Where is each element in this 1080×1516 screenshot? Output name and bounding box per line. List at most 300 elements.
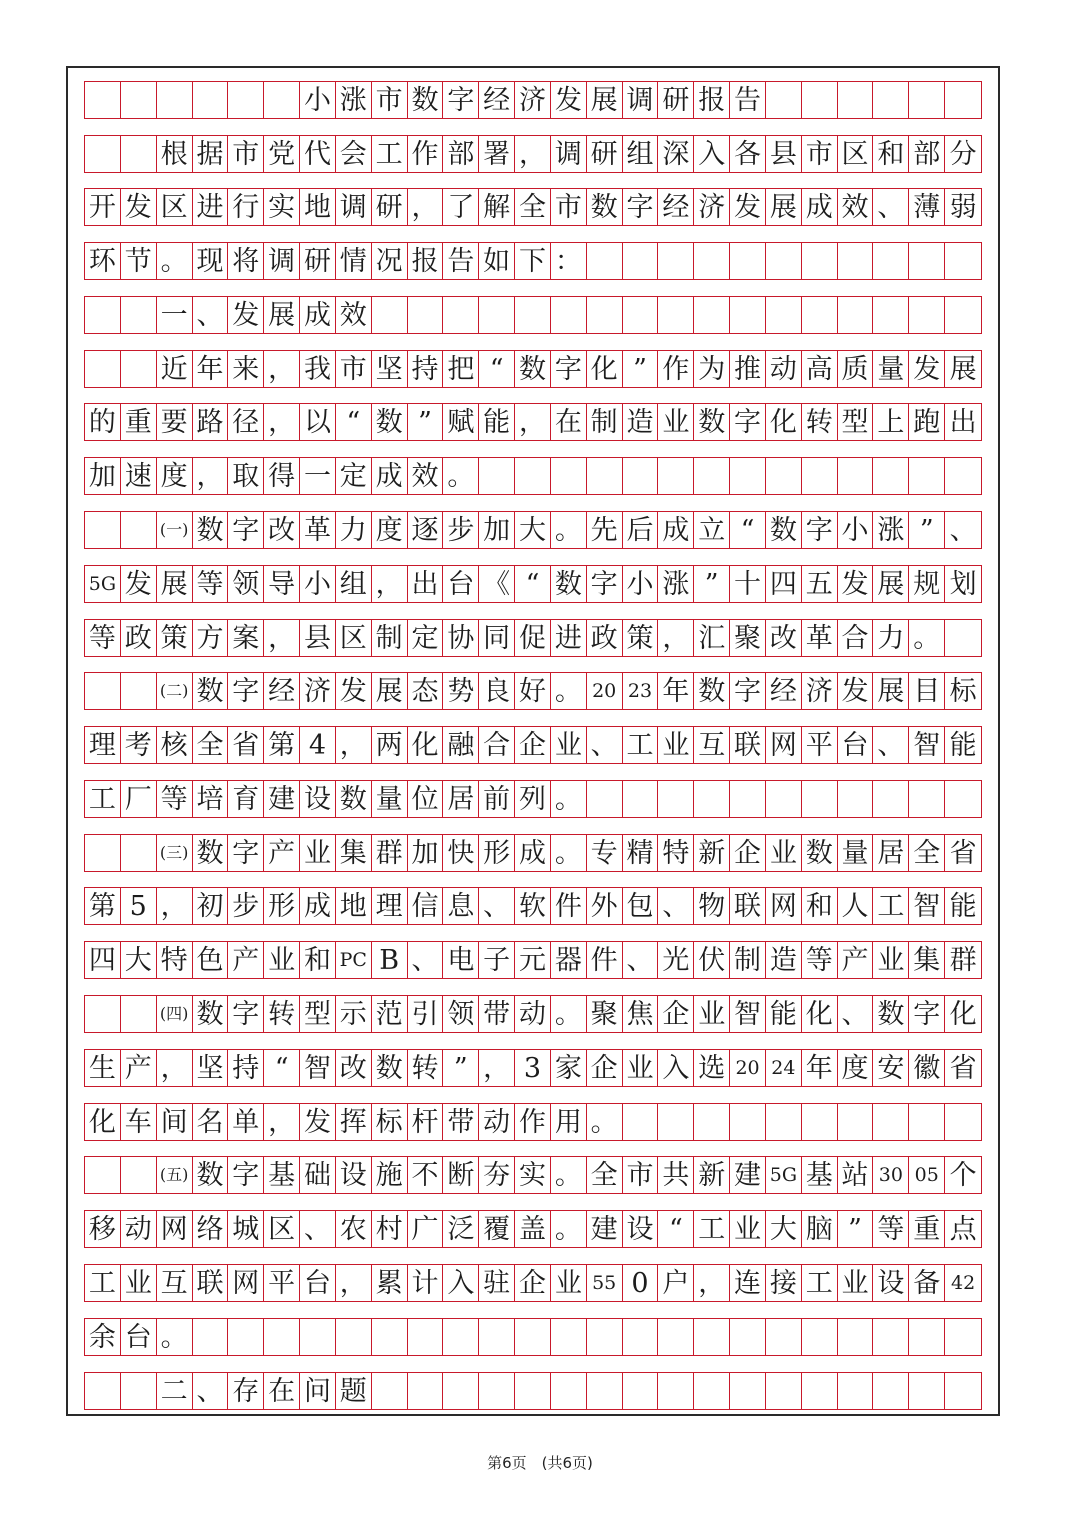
- grid-cell: [121, 673, 157, 709]
- grid-cell: ，: [264, 404, 300, 440]
- grid-cell: [264, 1319, 300, 1355]
- grid-cell: 县: [300, 620, 336, 656]
- grid-cell: 标: [949, 675, 977, 707]
- grid-cell: 数: [193, 1157, 229, 1193]
- grid-cell: 良: [479, 673, 515, 709]
- grid-cell: 网: [766, 727, 802, 763]
- grid-cell: 快: [443, 835, 479, 871]
- grid-cell: 字: [228, 673, 264, 709]
- grid-cell: 数: [551, 566, 587, 602]
- grid-cell: 入: [658, 1050, 694, 1086]
- grid-cell: 5G: [85, 566, 121, 602]
- grid-cell: “: [515, 566, 551, 602]
- grid-cell: 。: [551, 512, 587, 548]
- grid-cell: “: [264, 1050, 300, 1086]
- grid-cell: 。: [587, 1104, 623, 1140]
- grid-cell: 革: [802, 620, 838, 656]
- grid-cell: [408, 1373, 444, 1409]
- grid-cell: 融: [443, 727, 479, 763]
- grid-cell: [372, 1319, 408, 1355]
- grid-cell: (一): [157, 512, 193, 548]
- grid-cell: [694, 458, 730, 494]
- grid-cell: 字: [228, 512, 264, 548]
- grid-cell: 小: [623, 566, 659, 602]
- grid-cell: 四: [85, 942, 121, 978]
- grid-cell: [587, 1373, 623, 1409]
- grid-cell: ，: [372, 566, 408, 602]
- grid-cell: 定: [408, 620, 444, 656]
- grid-cell: [551, 458, 587, 494]
- grid-cell: 初: [193, 888, 229, 924]
- grid-cell: 研: [658, 82, 694, 118]
- grid-cell: 、: [587, 727, 623, 763]
- grid-cell: 题: [336, 1373, 372, 1409]
- grid-cell: 数: [873, 996, 909, 1032]
- grid-cell: 我: [300, 351, 336, 387]
- grid-cell: 度: [372, 512, 408, 548]
- grid-cell: 5G: [766, 1157, 802, 1193]
- grid-cell: [587, 458, 623, 494]
- grid-cell: 二: [157, 1373, 193, 1409]
- grid-cell: ：: [551, 243, 587, 279]
- grid-cell: 移: [85, 1211, 121, 1247]
- grid-cell: 省: [949, 837, 977, 869]
- page-number: 第6页 (共6页): [487, 1454, 593, 1472]
- grid-cell: 聚: [730, 620, 766, 656]
- grid-cell: [873, 1319, 909, 1355]
- grid-cell: 等: [193, 566, 229, 602]
- grid-cell: 数: [372, 1050, 408, 1086]
- grid-cell: [193, 1319, 229, 1355]
- grid-cell: 、: [873, 189, 909, 225]
- grid-cell: 的: [85, 404, 121, 440]
- grid-cell: 示: [336, 996, 372, 1032]
- grid-cell: 第: [85, 888, 121, 924]
- grid-cell: 发: [121, 189, 157, 225]
- grid-cell: 经: [264, 673, 300, 709]
- grid-cell: 跑: [909, 404, 945, 440]
- grid-cell: 。: [551, 673, 587, 709]
- grid-cell: [658, 1373, 694, 1409]
- grid-cell: 设: [623, 1211, 659, 1247]
- grid-cell: 工: [802, 1265, 838, 1301]
- grid-cell: (五): [157, 1157, 193, 1193]
- grid-cell: 字: [587, 566, 623, 602]
- grid-cell: 物: [694, 888, 730, 924]
- grid-cell: 策: [623, 620, 659, 656]
- grid-cell: 。: [909, 620, 945, 656]
- grid-cell: 居: [443, 781, 479, 817]
- grid-cell: 效: [336, 297, 372, 333]
- grid-cell: [802, 1104, 838, 1140]
- grid-cell: [766, 243, 802, 279]
- grid-cell: 徽: [909, 1050, 945, 1086]
- grid-cell: 年: [193, 351, 229, 387]
- grid-cell: 网: [228, 1265, 264, 1301]
- grid-cell: 设: [336, 1157, 372, 1193]
- grid-cell: [300, 1319, 336, 1355]
- grid-cell: [838, 1104, 874, 1140]
- grid-cell: 、: [479, 888, 515, 924]
- manuscript-sheet: [66, 66, 1000, 1416]
- grid-cell: 目: [909, 673, 945, 709]
- grid-cell: [694, 1373, 730, 1409]
- grid-cell: 。: [157, 1319, 193, 1355]
- grid-cell: [909, 458, 945, 494]
- grid-cell: [945, 1373, 981, 1409]
- grid-cell: 逐: [408, 512, 444, 548]
- grid-cell: 育: [228, 781, 264, 817]
- grid-cell: 能: [949, 890, 977, 922]
- grid-cell: [443, 297, 479, 333]
- grid-cell: 成: [802, 189, 838, 225]
- grid-cell: 网: [766, 888, 802, 924]
- grid-cell: [443, 1373, 479, 1409]
- grid-cell: 企: [587, 1050, 623, 1086]
- grid-cell: ，: [658, 620, 694, 656]
- grid-cell: 革: [300, 512, 336, 548]
- grid-cell: 接: [766, 1265, 802, 1301]
- grid-cell: 展: [766, 189, 802, 225]
- grid-cell: ，: [515, 136, 551, 172]
- grid-cell: 促: [515, 620, 551, 656]
- grid-cell: 了: [443, 189, 479, 225]
- grid-cell: 群: [372, 835, 408, 871]
- grid-cell: 调: [623, 82, 659, 118]
- grid-cell: [515, 458, 551, 494]
- grid-cell: [658, 458, 694, 494]
- grid-cell: [157, 82, 193, 118]
- grid-cell: ，: [193, 458, 229, 494]
- grid-cell: 聚: [587, 996, 623, 1032]
- grid-cell: [694, 297, 730, 333]
- grid-cell: 全: [515, 189, 551, 225]
- grid-cell: [587, 1319, 623, 1355]
- grid-cell: [909, 781, 945, 817]
- grid-cell: 制: [587, 404, 623, 440]
- grid-cell: 、: [658, 888, 694, 924]
- grid-cell: 信: [408, 888, 444, 924]
- grid-line-25: [84, 1372, 982, 1410]
- grid-cell: 后: [623, 512, 659, 548]
- grid-cell: 型: [838, 404, 874, 440]
- grid-cell: 件: [551, 888, 587, 924]
- grid-cell: [623, 297, 659, 333]
- grid-cell: 人: [838, 888, 874, 924]
- grid-cell: 度: [157, 458, 193, 494]
- grid-cell: [945, 82, 981, 118]
- grid-cell: 。: [551, 996, 587, 1032]
- grid-cell: 速: [121, 458, 157, 494]
- grid-cell: 效: [408, 458, 444, 494]
- grid-line-19: [84, 1049, 982, 1087]
- grid-cell: 联: [193, 1265, 229, 1301]
- grid-cell: 告: [730, 82, 766, 118]
- grid-cell: 企: [515, 1265, 551, 1301]
- grid-cell: 节: [121, 243, 157, 279]
- grid-cell: ，: [157, 1050, 193, 1086]
- grid-cell: 形: [479, 835, 515, 871]
- grid-cell: 施: [372, 1157, 408, 1193]
- grid-cell: 。: [551, 835, 587, 871]
- grid-cell: 和: [300, 942, 336, 978]
- grid-cell: [802, 458, 838, 494]
- grid-cell: 网: [157, 1211, 193, 1247]
- grid-cell: 包: [623, 888, 659, 924]
- grid-cell: 子: [479, 942, 515, 978]
- grid-cell: [372, 297, 408, 333]
- grid-cell: [623, 458, 659, 494]
- grid-cell: [658, 243, 694, 279]
- grid-cell: 精: [623, 835, 659, 871]
- grid-cell: 开: [85, 189, 121, 225]
- grid-cell: 字: [909, 996, 945, 1032]
- grid-cell: 业: [694, 996, 730, 1032]
- grid-cell: 20: [587, 673, 623, 709]
- grid-line-4: [84, 242, 982, 280]
- grid-cell: 报: [694, 82, 730, 118]
- grid-cell: 断: [443, 1157, 479, 1193]
- grid-cell: ，: [336, 1265, 372, 1301]
- grid-cell: 步: [443, 512, 479, 548]
- grid-cell: 户: [658, 1265, 694, 1301]
- grid-cell: [694, 1104, 730, 1140]
- grid-cell: 特: [658, 835, 694, 871]
- grid-cell: 组: [623, 136, 659, 172]
- grid-cell: 。: [551, 1211, 587, 1247]
- grid-cell: 化: [408, 727, 444, 763]
- grid-cell: 加: [408, 835, 444, 871]
- grid-cell: 涨: [336, 82, 372, 118]
- grid-cell: [909, 1373, 945, 1409]
- grid-cell: [766, 1319, 802, 1355]
- grid-cell: 群: [949, 944, 977, 976]
- grid-cell: 累: [372, 1265, 408, 1301]
- grid-cell: 造: [766, 942, 802, 978]
- grid-cell: 标: [372, 1104, 408, 1140]
- grid-cell: [802, 297, 838, 333]
- grid-cell: [730, 297, 766, 333]
- grid-cell: [838, 781, 874, 817]
- grid-cell: 作: [658, 351, 694, 387]
- grid-cell: 和: [802, 888, 838, 924]
- grid-cell: 十: [730, 566, 766, 602]
- grid-cell: 基: [802, 1157, 838, 1193]
- grid-cell: 经: [658, 189, 694, 225]
- grid-cell: [336, 1319, 372, 1355]
- grid-cell: 55: [587, 1265, 623, 1301]
- grid-cell: 各: [730, 136, 766, 172]
- grid-cell: 工: [372, 136, 408, 172]
- grid-cell: 点: [949, 1213, 977, 1245]
- grid-cell: 安: [873, 1050, 909, 1086]
- grid-cell: 省: [949, 1052, 977, 1084]
- grid-cell: 涨: [658, 566, 694, 602]
- grid-cell: [121, 82, 157, 118]
- grid-cell: 第: [264, 727, 300, 763]
- grid-cell: [551, 1373, 587, 1409]
- grid-cell: 组: [336, 566, 372, 602]
- grid-cell: 展: [587, 82, 623, 118]
- grid-cell: [408, 297, 444, 333]
- grid-cell: [121, 1373, 157, 1409]
- grid-cell: ”: [623, 351, 659, 387]
- grid-cell: [85, 1157, 121, 1193]
- grid-cell: 电: [443, 942, 479, 978]
- grid-cell: 区: [157, 189, 193, 225]
- grid-cell: 策: [157, 620, 193, 656]
- grid-cell: 字: [802, 512, 838, 548]
- grid-cell: 。: [443, 458, 479, 494]
- grid-cell: [766, 781, 802, 817]
- grid-cell: 、: [873, 727, 909, 763]
- grid-cell: [264, 82, 300, 118]
- grid-cell: [587, 297, 623, 333]
- grid-cell: 小: [300, 566, 336, 602]
- grid-cell: 泛: [443, 1211, 479, 1247]
- grid-cell: 坚: [372, 351, 408, 387]
- grid-cell: 型: [300, 996, 336, 1032]
- grid-cell: 建: [730, 1157, 766, 1193]
- grid-cell: 划: [949, 568, 977, 600]
- grid-cell: 调: [551, 136, 587, 172]
- grid-cell: [623, 1373, 659, 1409]
- grid-cell: [658, 781, 694, 817]
- grid-cell: 坚: [193, 1050, 229, 1086]
- grid-line-14: [84, 780, 982, 818]
- grid-cell: 经: [766, 673, 802, 709]
- grid-cell: 两: [372, 727, 408, 763]
- grid-cell: [85, 136, 121, 172]
- grid-cell: 能: [479, 404, 515, 440]
- grid-cell: 05: [909, 1157, 945, 1193]
- grid-cell: 件: [587, 942, 623, 978]
- grid-cell: 量: [838, 835, 874, 871]
- grid-cell: 化: [802, 996, 838, 1032]
- grid-cell: 政: [121, 620, 157, 656]
- grid-cell: 根: [157, 136, 193, 172]
- grid-line-13: [84, 726, 982, 764]
- grid-cell: [873, 1104, 909, 1140]
- grid-cell: 研: [372, 189, 408, 225]
- grid-cell: 深: [658, 136, 694, 172]
- grid-cell: [766, 458, 802, 494]
- grid-cell: [945, 620, 981, 656]
- grid-cell: [730, 458, 766, 494]
- grid-cell: 集: [336, 835, 372, 871]
- grid-line-10: [84, 565, 982, 603]
- grid-cell: ，: [408, 189, 444, 225]
- grid-cell: 部: [443, 136, 479, 172]
- grid-cell: [730, 1104, 766, 1140]
- grid-cell: 将: [228, 243, 264, 279]
- grid-cell: 政: [587, 620, 623, 656]
- grid-cell: 能: [766, 996, 802, 1032]
- grid-cell: 数: [694, 673, 730, 709]
- grid-cell: 盖: [515, 1211, 551, 1247]
- grid-cell: 发: [336, 673, 372, 709]
- grid-cell: [945, 297, 981, 333]
- grid-cell: [515, 297, 551, 333]
- grid-cell: 动: [479, 1104, 515, 1140]
- grid-cell: [85, 1373, 121, 1409]
- grid-cell: 新: [694, 1157, 730, 1193]
- grid-cell: 解: [479, 189, 515, 225]
- grid-cell: 一: [300, 458, 336, 494]
- grid-cell: [85, 835, 121, 871]
- grid-cell: 持: [228, 1050, 264, 1086]
- grid-cell: 立: [694, 512, 730, 548]
- grid-cell: 站: [838, 1157, 874, 1193]
- grid-cell: 力: [336, 512, 372, 548]
- grid-cell: [838, 1373, 874, 1409]
- grid-cell: 工: [873, 888, 909, 924]
- grid-cell: 市: [228, 136, 264, 172]
- grid-cell: 以: [300, 404, 336, 440]
- grid-cell: [945, 458, 981, 494]
- grid-cell: [730, 1373, 766, 1409]
- grid-cell: [623, 781, 659, 817]
- grid-cell: 业: [300, 835, 336, 871]
- grid-cell: 外: [587, 888, 623, 924]
- grid-cell: 报: [408, 243, 444, 279]
- grid-cell: [730, 781, 766, 817]
- grid-cell: 业: [873, 942, 909, 978]
- grid-cell: 业: [838, 1265, 874, 1301]
- grid-cell: 设: [873, 1265, 909, 1301]
- grid-cell: B: [372, 942, 408, 978]
- grid-cell: 理: [85, 727, 121, 763]
- grid-cell: 展: [372, 673, 408, 709]
- grid-cell: 余: [85, 1319, 121, 1355]
- grid-cell: 4: [300, 727, 336, 763]
- grid-cell: 年: [802, 1050, 838, 1086]
- grid-cell: [551, 297, 587, 333]
- grid-cell: 案: [228, 620, 264, 656]
- grid-cell: 前: [479, 781, 515, 817]
- grid-cell: 发: [121, 566, 157, 602]
- grid-cell: 小: [300, 82, 336, 118]
- grid-cell: 数: [515, 351, 551, 387]
- grid-cell: 建: [587, 1211, 623, 1247]
- grid-cell: 实: [264, 189, 300, 225]
- grid-cell: 形: [264, 888, 300, 924]
- grid-cell: [658, 1104, 694, 1140]
- grid-cell: 平: [264, 1265, 300, 1301]
- grid-cell: 大: [766, 1211, 802, 1247]
- grid-line-16: [84, 887, 982, 925]
- grid-cell: 城: [228, 1211, 264, 1247]
- grid-cell: 3: [515, 1050, 551, 1086]
- grid-cell: 广: [408, 1211, 444, 1247]
- grid-cell: 互: [694, 727, 730, 763]
- grid-cell: 成: [515, 835, 551, 871]
- grid-cell: [85, 996, 121, 1032]
- grid-cell: 持: [408, 351, 444, 387]
- grid-line-3: [84, 188, 982, 226]
- grid-cell: 化: [949, 998, 977, 1030]
- grid-cell: 质: [838, 351, 874, 387]
- grid-cell: 台: [121, 1319, 157, 1355]
- grid-cell: 在: [551, 404, 587, 440]
- grid-cell: 方: [193, 620, 229, 656]
- grid-cell: 专: [587, 835, 623, 871]
- grid-cell: 告: [443, 243, 479, 279]
- grid-cell: 出: [408, 566, 444, 602]
- grid-cell: [121, 1157, 157, 1193]
- grid-cell: 息: [443, 888, 479, 924]
- grid-cell: [873, 82, 909, 118]
